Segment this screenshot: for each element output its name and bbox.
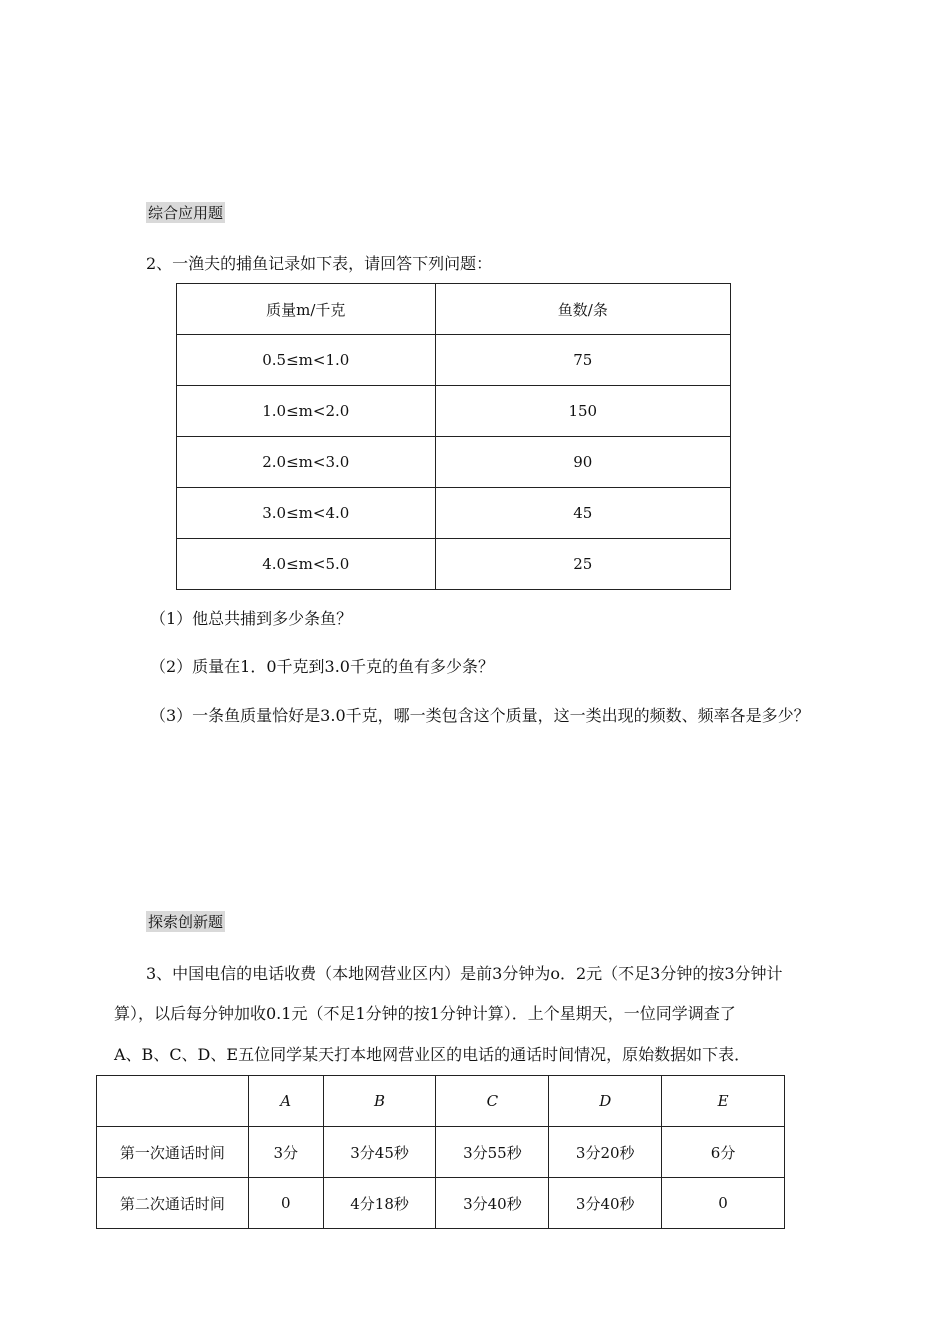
question-3-line-3: A、B、C、D、E五位同学某天打本地网营业区的电话的通话时间情况，原始数据如下表． [114, 1045, 751, 1064]
header-student-e: E [662, 1076, 785, 1127]
fish-count-cell: 25 [435, 539, 730, 590]
duration-cell: 3分20秒 [549, 1127, 662, 1178]
header-student-c: C [436, 1076, 549, 1127]
mass-range-cell: 2.0≤m<3.0 [177, 437, 436, 488]
header-mass: 质量m/千克 [177, 284, 436, 335]
duration-cell: 4分18秒 [323, 1178, 436, 1229]
table-row [177, 437, 731, 488]
table-header-row [177, 284, 731, 335]
table-row [177, 488, 731, 539]
duration-cell: 3分40秒 [549, 1178, 662, 1229]
section-label-exploration: 探索创新题 [148, 913, 224, 931]
section-label-comprehensive: 综合应用题 [148, 204, 224, 222]
subquestion-2: （2）质量在1．0千克到3.0千克的鱼有多少条？ [150, 657, 494, 676]
duration-cell: 3分45秒 [323, 1127, 436, 1178]
fish-count-cell: 150 [435, 386, 730, 437]
header-fish-count: 鱼数/条 [435, 284, 730, 335]
header-student-b: B [323, 1076, 436, 1127]
header-student-d: D [549, 1076, 662, 1127]
table-row [177, 539, 731, 590]
question-2-text: 2、一渔夫的捕鱼记录如下表，请回答下列问题： [146, 254, 493, 273]
fish-count-cell: 45 [435, 488, 730, 539]
table-row [97, 1178, 785, 1229]
table-row [97, 1127, 785, 1178]
mass-range-cell: 0.5≤m<1.0 [177, 335, 436, 386]
mass-range-cell: 3.0≤m<4.0 [177, 488, 436, 539]
duration-cell: 0 [662, 1178, 785, 1229]
fish-count-cell: 90 [435, 437, 730, 488]
duration-cell: 0 [248, 1178, 323, 1229]
header-student-a: A [248, 1076, 323, 1127]
table-row [177, 335, 731, 386]
mass-range-cell: 1.0≤m<2.0 [177, 386, 436, 437]
duration-cell: 3分 [248, 1127, 323, 1178]
table-row [177, 386, 731, 437]
header-empty [97, 1076, 249, 1127]
question-3-line-1: 3、中国电信的电话收费（本地网营业区内）是前3分钟为o．2元（不足3分钟的按3分钟计 [146, 964, 783, 983]
fish-record-table [176, 283, 731, 590]
subquestion-3: （3）一条鱼质量恰好是3.0千克，哪一类包含这个质量，这一类出现的频数、频率各是多少？ [150, 706, 810, 725]
duration-cell: 6分 [662, 1127, 785, 1178]
row-label-first-call: 第一次通话时间 [97, 1127, 249, 1178]
call-duration-table [96, 1075, 785, 1229]
question-3-line-2: 算），以后每分钟加收0.1元（不足1分钟的按1分钟计算）．上个星期天，一位同学调查了 [114, 1004, 736, 1023]
row-label-second-call: 第二次通话时间 [97, 1178, 249, 1229]
fish-count-cell: 75 [435, 335, 730, 386]
duration-cell: 3分40秒 [436, 1178, 549, 1229]
subquestion-1: （1）他总共捕到多少条鱼？ [150, 609, 353, 628]
table-header-row [97, 1076, 785, 1127]
mass-range-cell: 4.0≤m<5.0 [177, 539, 436, 590]
duration-cell: 3分55秒 [436, 1127, 549, 1178]
